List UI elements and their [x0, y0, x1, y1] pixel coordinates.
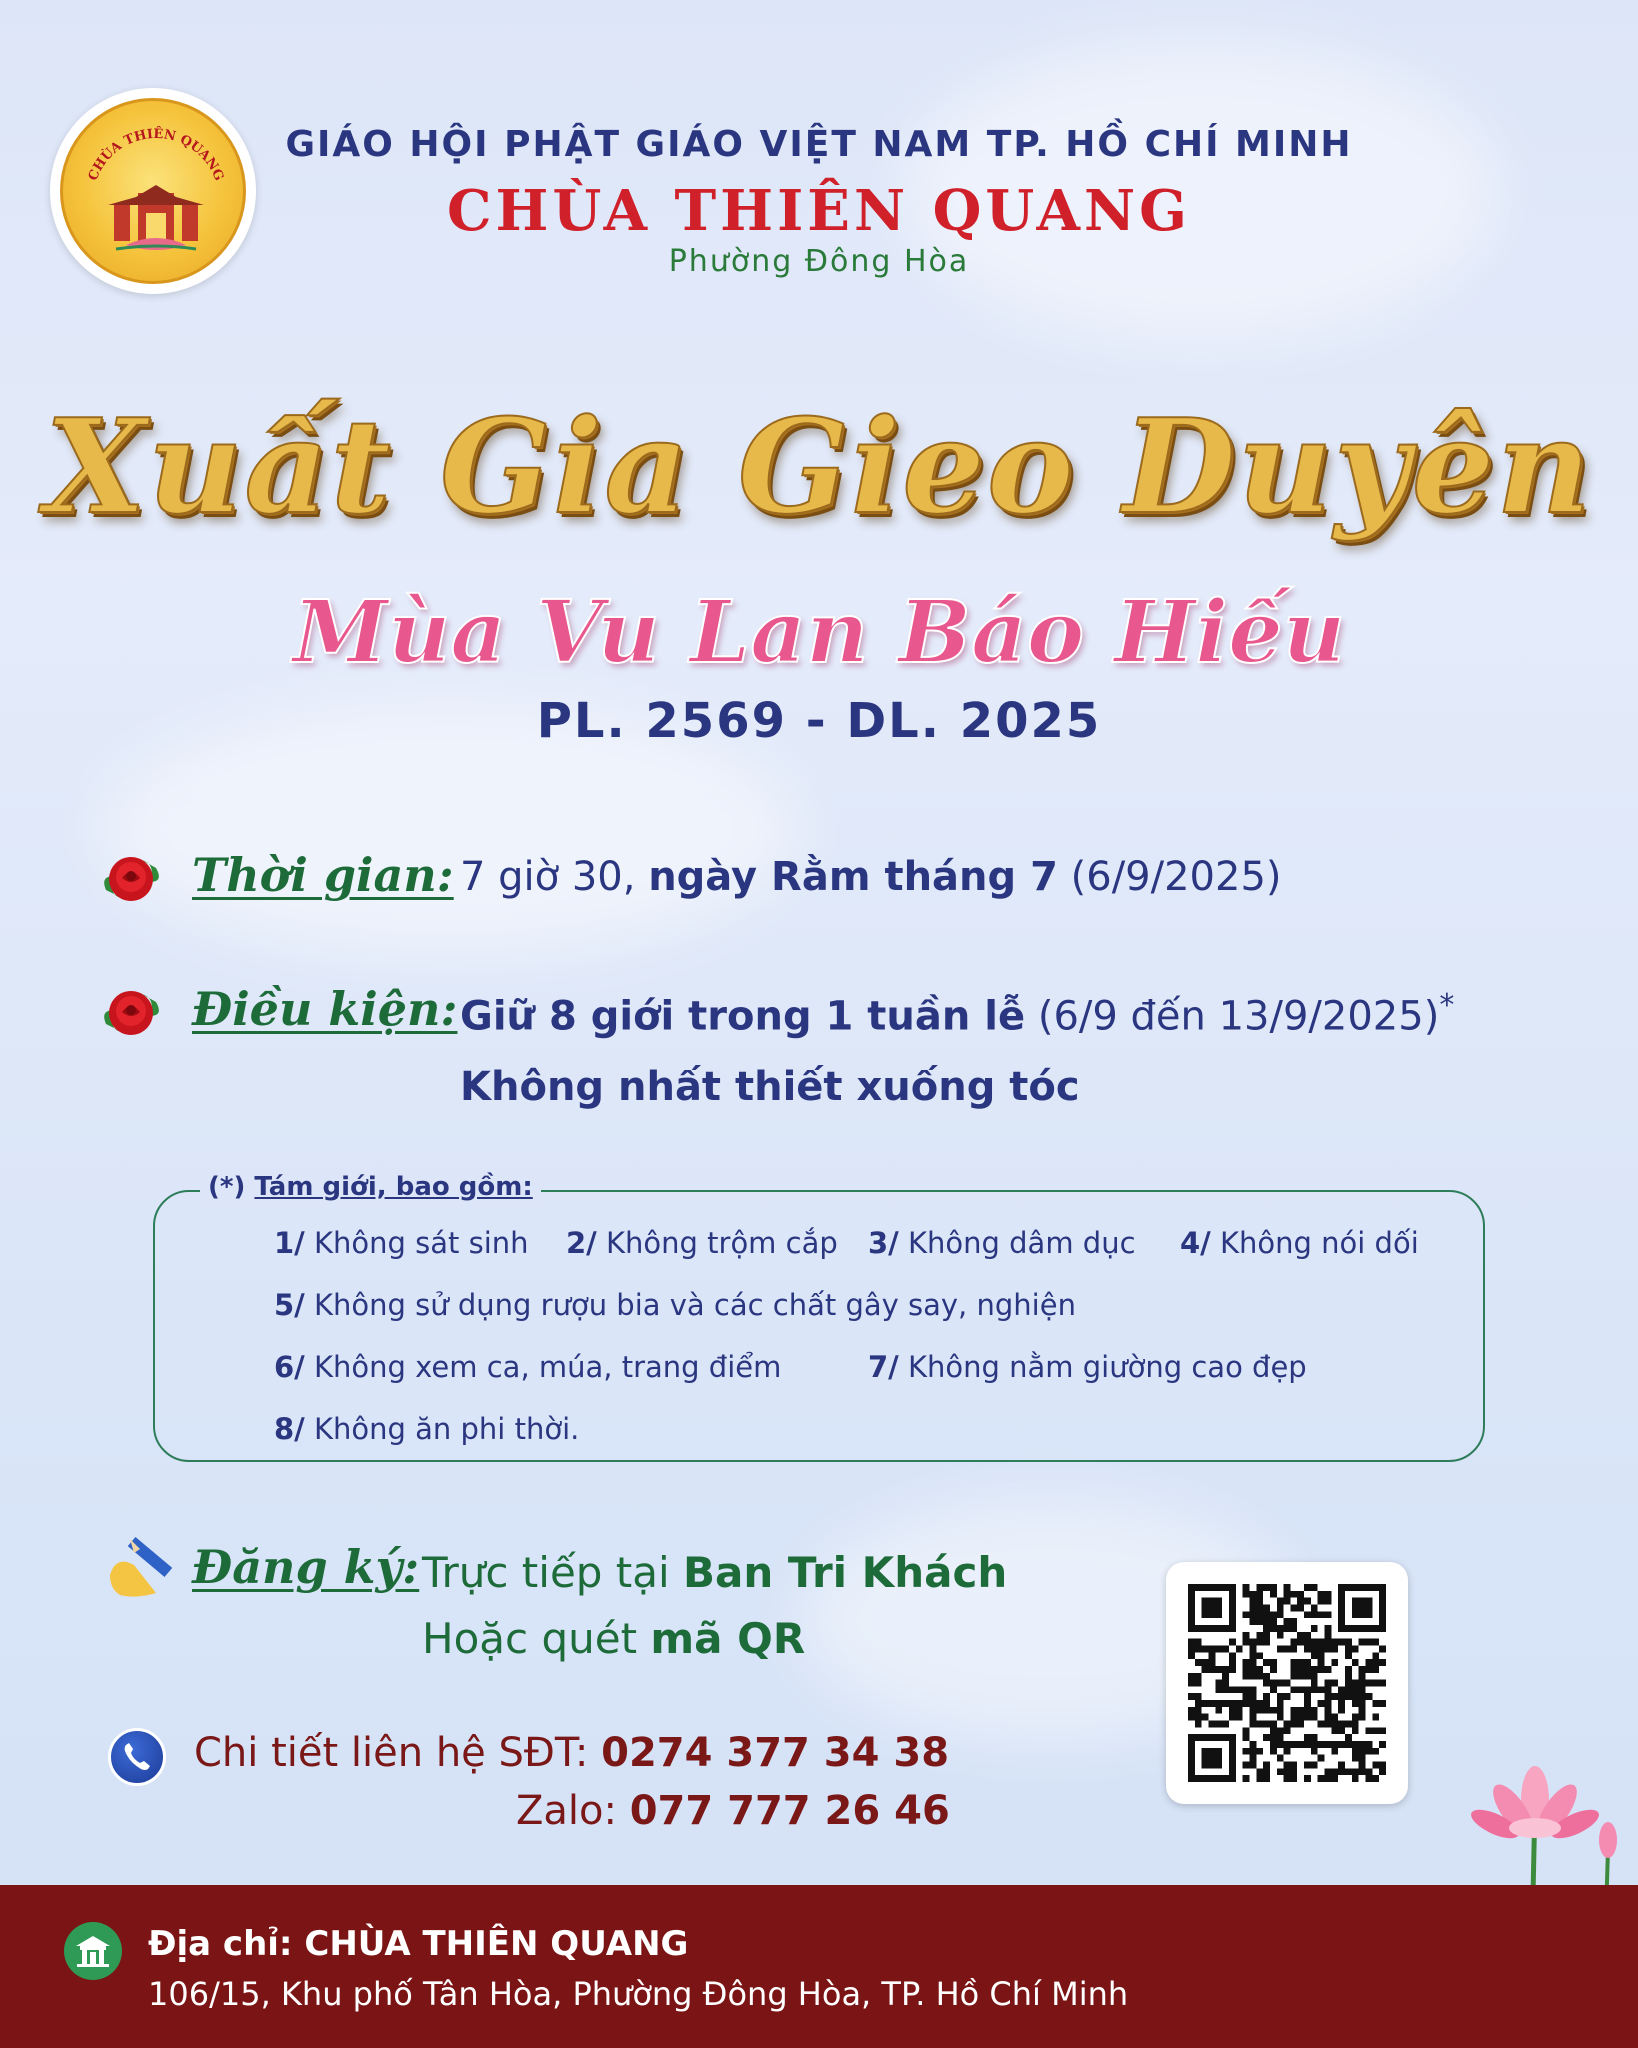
precept-number: 6/	[274, 1350, 305, 1384]
phone-icon	[108, 1728, 166, 1786]
time-prefix: 7 giờ 30,	[460, 854, 649, 900]
precepts-title	[200, 1172, 541, 1202]
condition-label: Điều kiện:	[192, 982, 458, 1036]
precept-text: Không trộm cắp	[596, 1226, 838, 1260]
era-line: PL. 2569 - DL. 2025	[536, 693, 1102, 749]
condition-dates: (6/9 đến 13/9/2025)	[1025, 993, 1440, 1040]
precept-text: Không xem ca, múa, trang điểm	[304, 1350, 782, 1384]
address-label: Địa chỉ: CHÙA THIÊN QUANG	[148, 1924, 689, 1964]
subtitle: Mùa Vu Lan Báo Hiếu	[292, 582, 1346, 683]
temple-name: CHÙA THIÊN QUANG	[446, 178, 1192, 244]
precept-number: 7/	[868, 1350, 899, 1384]
precept-item	[1180, 1226, 1419, 1260]
phone-label: Chi tiết liên hệ SĐT:	[194, 1730, 602, 1776]
registration-qr: mã QR	[650, 1614, 806, 1663]
condition-asterisk: *	[1439, 988, 1455, 1023]
precept-text: Không dâm dục	[898, 1226, 1136, 1260]
registration-line1	[422, 1548, 1007, 1597]
time-suffix: (6/9/2025)	[1057, 854, 1282, 900]
precept-item	[274, 1226, 529, 1260]
precept-number: 5/	[274, 1288, 305, 1322]
pagoda-icon	[64, 1922, 122, 1980]
precept-item	[274, 1288, 1076, 1322]
precept-item	[868, 1226, 1136, 1260]
precept-text: Không sát sinh	[304, 1226, 529, 1260]
precepts-title-text: Tám giới, bao gồm:	[254, 1172, 533, 1202]
time-label: Thời gian:	[192, 848, 454, 902]
registration-label: Đăng ký:	[192, 1540, 420, 1594]
footer-bar	[0, 1885, 1638, 2048]
precept-number: 8/	[274, 1412, 305, 1446]
precept-item	[868, 1350, 1307, 1384]
precept-text: Không ăn phi thời.	[304, 1412, 580, 1446]
precept-number: 3/	[868, 1226, 899, 1260]
ward-name: Phường Đông Hòa	[668, 244, 970, 279]
precept-text: Không nằm giường cao đẹp	[898, 1350, 1307, 1384]
logo-text: CHÙA THIÊN QUANG	[85, 126, 227, 183]
precept-text: Không nói dối	[1210, 1226, 1419, 1260]
precept-number: 1/	[274, 1226, 305, 1260]
time-date: ngày Rằm tháng 7	[648, 854, 1058, 900]
rose-icon	[98, 980, 164, 1046]
main-title: Xuất Gia Gieo Duyên	[45, 390, 1593, 543]
registration-place: Ban Tri Khách	[683, 1548, 1008, 1597]
zalo-number: 077 777 26 46	[629, 1788, 950, 1834]
zalo-line	[516, 1788, 950, 1834]
precept-number: 4/	[1180, 1226, 1211, 1260]
registration-qr-prefix: Hoặc quét	[422, 1614, 651, 1663]
condition-line2: Không nhất thiết xuống tóc	[460, 1064, 1080, 1110]
precept-text: Không sử dụng rượu bia và các chất gây say, nghiện	[304, 1288, 1076, 1322]
precept-item	[566, 1226, 838, 1260]
precept-item	[274, 1350, 781, 1384]
precept-item	[274, 1412, 579, 1446]
zalo-label: Zalo:	[516, 1788, 630, 1834]
condition-main: Giữ 8 giới trong 1 tuần lễ	[460, 993, 1026, 1040]
phone-number: 0274 377 34 38	[601, 1730, 950, 1776]
address-text: 106/15, Khu phố Tân Hòa, Phường Đông Hòa, TP. Hồ Chí Minh	[148, 1975, 1129, 2013]
organization-name: GIÁO HỘI PHẬT GIÁO VIỆT NAM TP. HỒ CHÍ MINH	[285, 124, 1353, 165]
pencil-icon	[106, 1535, 178, 1601]
precepts-title-prefix: (*)	[208, 1172, 255, 1202]
phone-line	[194, 1730, 949, 1776]
registration-line2	[422, 1614, 805, 1663]
time-value	[460, 854, 1282, 900]
registration-prefix: Trực tiếp tại	[422, 1548, 684, 1597]
rose-icon	[98, 846, 164, 912]
condition-line1	[460, 988, 1454, 1039]
precept-number: 2/	[566, 1226, 597, 1260]
